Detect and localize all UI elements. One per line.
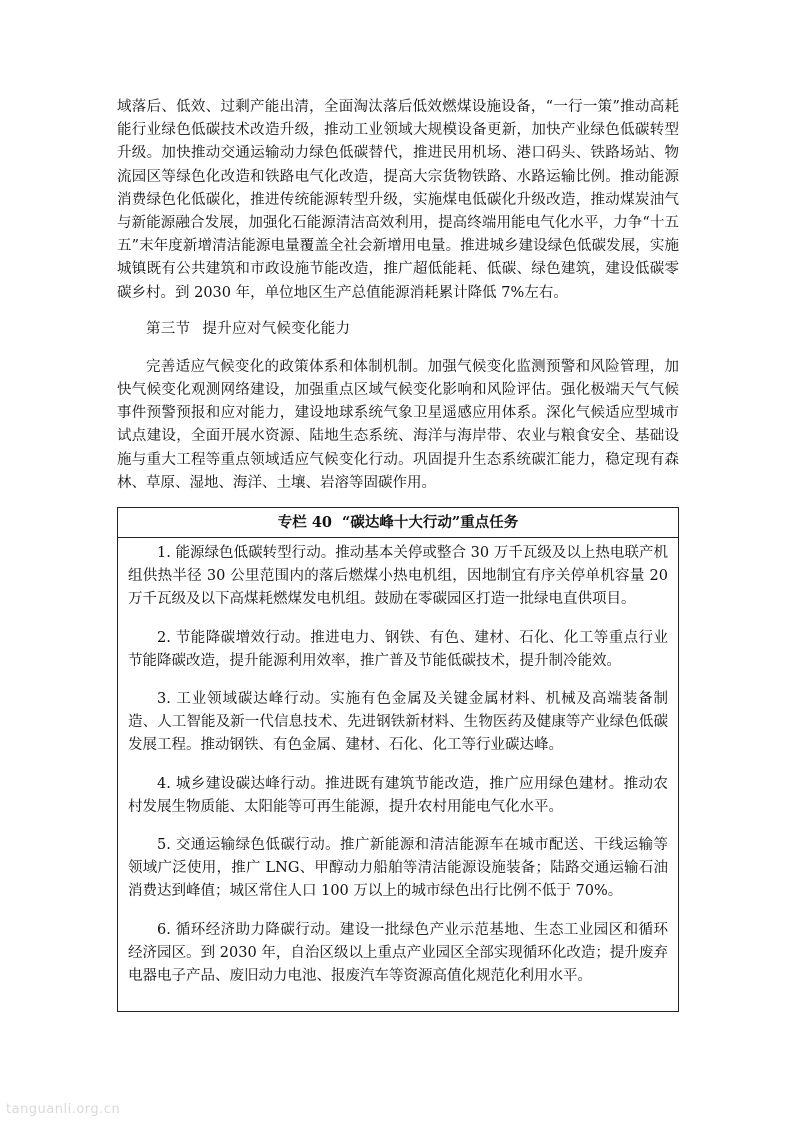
box-title: “碳达峰十大行动”重点任务 <box>342 514 519 531</box>
task-item: 3. 工业领域碳达峰行动。实施有色金属及关键金属材料、机械及高端装备制造、人工智能及新一代信息技术、先进钢铁新材料、生物医药及健康等产业绿色低碳发展工程。推动钢铁、有色金属、建材、石化、化工等行业碳达峰。 <box>128 691 668 754</box>
task-item: 2. 节能降碳增效行动。推进电力、钢铁、有色、建材、石化、化工等重点行业节能降碳改造，提升能源利用效率，推广普及节能低碳技术，提升制冷能效。 <box>128 629 668 669</box>
section-number: 第三节 <box>146 320 191 337</box>
task-item: 4. 城乡建设碳达峰行动。推进既有建筑节能改造，推广应用绿色建材。推动农村发展生物质能、太阳能等可再生能源，提升农村用能电气化水平。 <box>128 775 668 815</box>
task-item: 1. 能源绿色低碳转型行动。推动基本关停或整合 30 万千瓦级及以上热电联产机组供热半径 30 公里范围内的落后燃煤小热电机组，因地制宜有序关停单机容量 20 万千瓦级及以下高煤耗燃煤发电机组。鼓励在零碳园区打造一批绿电直供项目。 <box>128 545 668 608</box>
task-item: 6. 循环经济助力降碳行动。建设一批绿色产业示范基地、生态工业园区和循环经济园区。到 2030 年，自治区级以上重点产业园区全部实现循环化改造；提升废弃电器电子产品、废旧动力电池、报废汽车等资源高值化规范化利用水平。 <box>128 921 668 985</box>
section-title: 提升应对气候变化能力 <box>202 320 351 337</box>
box-column-label: 专栏 40 <box>277 514 333 531</box>
box-content <box>118 538 678 988</box>
task-item: 5. 交通运输绿色低碳行动。推广新能源和清洁能源车在城市配送、干线运输等领域广泛使用，推广 LNG、甲醇动力船舶等清洁能源设施装备；陆路交通运输石油消费达到峰值；城区常住人口 100 万以上的城市绿色出行比例不低于 70%。 <box>128 837 668 900</box>
box-header <box>118 508 678 538</box>
intro-paragraph: 域落后、低效、过剩产能出清，全面淘汰落后低效燃煤设施设备，“一行一策”推动高耗能行业绿色低碳技术改造升级，推动工业领域大规模设备更新，加快产业绿色低碳转型升级。加快推动交通运输动力绿色低碳替代，推进民用机场、港口码头、铁路场站、物流园区等绿色化改造和铁路电气化改造，提高大宗货物铁路、水路运输比例。推动能源消费绿色化低碳化，推进传统能源转型升级，实施煤电低碳化升级改造，推动煤炭油气与新能源融合发展，加强化石能源清洁高效利用，提高终端用能电气化水平，力争“十五五”末年度新增清洁能源电量覆盖全社会新增用电量。推进城乡建设绿色低碳发展，实施城镇既有公共建筑和市政设施节能改造，推广超低能耗、低碳、绿色建筑，建设低碳零碳乡村。到 2030 年，单位地区生产总值能源消耗累计降低 7%左右。 <box>117 99 679 301</box>
section-paragraph: 完善适应气候变化的政策体系和体制机制。加强气候变化监测预警和风险管理，加快气候变化观测网络建设，加强重点区域气候变化影响和风险评估。强化极端天气气候事件预警预报和应对能力，建设地球系统气象卫星遥感应用体系。深化气候适应型城市试点建设，全面开展水资源、陆地生态系统、海洋与海岸带、农业与粮食安全、基础设施与重大工程等重点领域适应气候变化行动。巩固提升生态系统碳汇能力，稳定现有森林、草原、湿地、海洋、土壤、岩溶等固碳作用。 <box>117 358 679 491</box>
column-box <box>117 507 679 1012</box>
section-heading <box>117 318 679 341</box>
watermark: tanguanli.org.cn <box>6 1102 121 1117</box>
document-body <box>117 96 679 495</box>
